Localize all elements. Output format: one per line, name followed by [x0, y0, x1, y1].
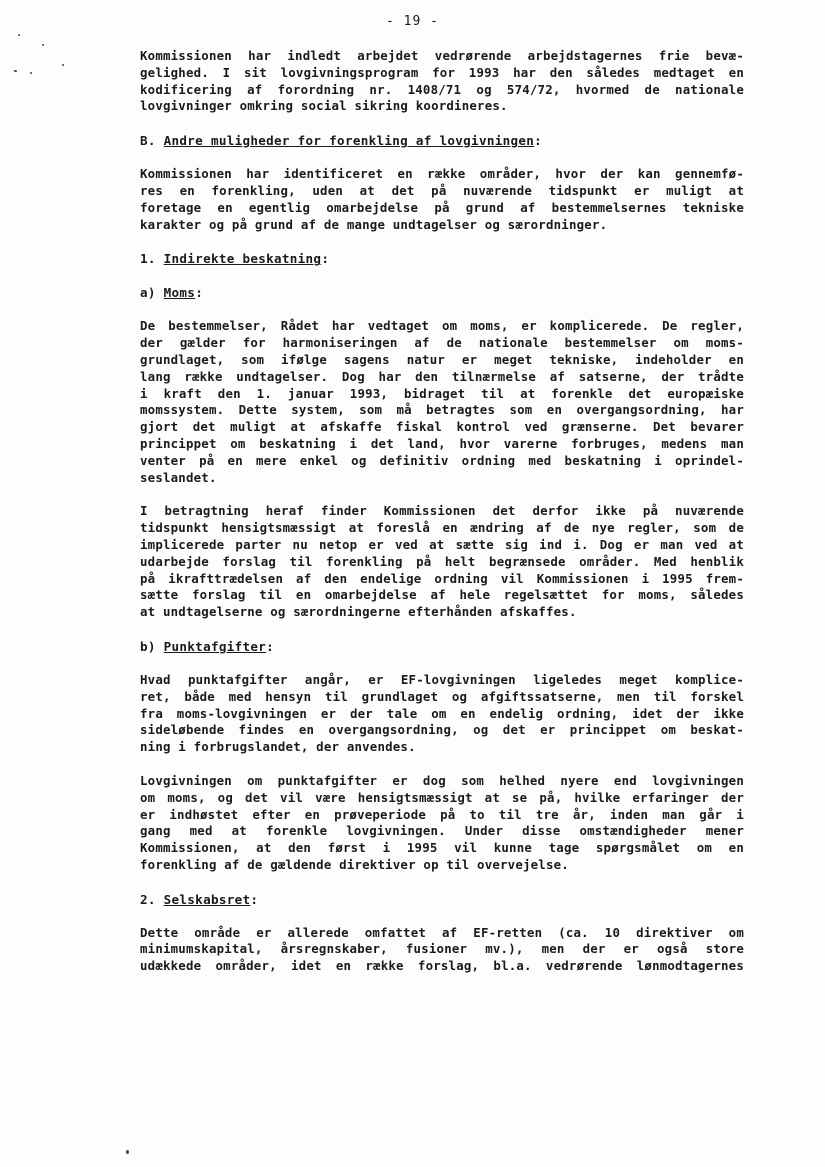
- text-line: Lovgivningen om punktafgifter er dog som helhed nyere end lovgivningen: [140, 772, 744, 788]
- heading-colon: :: [250, 891, 259, 907]
- heading-number: 1.: [140, 251, 164, 267]
- section-heading: [140, 638, 744, 655]
- text-line: udarbejde forslag til forenkling på helt begrænsede områder. Med henblik: [140, 553, 744, 569]
- scan-speck: [62, 64, 64, 66]
- paragraph: [140, 48, 744, 115]
- scan-speck: [18, 34, 20, 36]
- text-line: lang række undtagelser. Dog har den tilnærmelse af satserne, der trådte: [140, 368, 744, 384]
- scan-speck: [30, 72, 32, 74]
- text-line: om moms, og det vil være hensigtsmæssigt at se på, hvilke erfaringer der: [140, 789, 744, 805]
- text-line: Kommissionen har indledt arbejdet vedrørende arbejdstagernes frie bevæ-: [140, 48, 744, 63]
- text-line: gelighed. I sit lovgivningsprogram for 1993 har den således medtaget en: [140, 64, 744, 80]
- heading-text: Punktafgifter: [163, 638, 267, 654]
- text-line: grundlaget, som ifølge sagens natur er meget tekniske, indeholder en: [140, 351, 744, 367]
- text-line: i kraft den 1. januar 1993, bidraget til at forenkle det europæiske: [140, 385, 744, 401]
- paragraph: [140, 925, 744, 975]
- text-line: minimumskapital, årsregnskaber, fusioner mv.), men der er også store: [140, 941, 744, 957]
- text-line: karakter og på grund af de mange undtagelser og særordninger.: [140, 216, 608, 232]
- text-line: res en forenkling, uden at det på nuværende tidspunkt er muligt at: [140, 182, 744, 198]
- text-line: udækkede områder, idet en række forslag, bl.a. vedrørende lønmodtagernes: [140, 958, 744, 974]
- heading-text: Selskabsret: [163, 891, 251, 907]
- heading-text: Indirekte beskatning: [163, 251, 322, 267]
- scan-speck: [42, 44, 44, 46]
- heading-text: Moms: [163, 285, 196, 301]
- heading-number: b): [140, 638, 164, 654]
- text-line: gjort det muligt at afskaffe fiskal kontrol ved grænserne. Det bevarer: [140, 419, 744, 435]
- text-line: De bestemmelser, Rådet har vedtaget om moms, er komplicerede. De regler,: [140, 318, 744, 334]
- section-heading: [140, 891, 744, 908]
- heading-colon: :: [534, 133, 543, 149]
- scan-speck: [14, 70, 17, 72]
- scan-speck: [126, 1150, 129, 1154]
- heading-colon: :: [321, 251, 330, 267]
- page-number: - 19 -: [386, 14, 439, 29]
- paragraph: [140, 318, 744, 486]
- text-line: gang med at forenkle lovgivningen. Under disse omstændigheder mener: [140, 823, 744, 839]
- paragraph: [140, 166, 744, 233]
- text-line: momssystem. Dette system, som må betragtes som en overgangsordning, har: [140, 402, 744, 418]
- heading-colon: :: [195, 285, 204, 301]
- text-line: fra moms-lovgivningen er der tale om en endelig ordning, idet der ikke: [140, 705, 744, 721]
- section-heading: [140, 284, 744, 301]
- heading-text: Andre muligheder for forenkling af lovgivningen: [163, 133, 535, 149]
- text-line: Hvad punktafgifter angår, er EF-lovgivningen ligeledes meget komplice-: [140, 671, 744, 687]
- text-line: på ikrafttrædelsen af den endelige ordning vil Kommissionen i 1995 frem-: [140, 570, 744, 586]
- paragraph: [140, 503, 744, 621]
- text-line: foretage en egentlig omarbejdelse på grund af bestemmelsernes tekniske: [140, 199, 744, 215]
- text-line: I betragtning heraf finder Kommissionen det derfor ikke på nuværende: [140, 503, 744, 519]
- section-heading: [140, 250, 744, 267]
- text-line: sætte forslag til en omarbejdelse af hele regelsættet for moms, således: [140, 587, 744, 603]
- text-line: forenkling af de gældende direktiver op til overvejelse.: [140, 856, 569, 872]
- text-line: tidspunkt hensigtsmæssigt at foreslå en ændring af de nye regler, som de: [140, 520, 744, 536]
- text-line: venter på en mere enkel og definitiv ordning med beskatning i oprindel-: [140, 452, 744, 468]
- heading-number: 2.: [140, 891, 164, 907]
- heading-number: a): [140, 285, 164, 301]
- text-line: er indhøstet efter en prøveperiode på to til tre år, inden man går i: [140, 806, 744, 822]
- text-line: ret, både med hensyn til grundlaget og afgiftssatserne, men til forskel: [140, 688, 744, 704]
- text-line: sideløbende findes en overgangsordning, og det er princippet om beskat-: [140, 722, 744, 738]
- text-line: kodificering af forordning nr. 1408/71 og 574/72, hvormed de nationale: [140, 81, 744, 97]
- text-line: princippet om beskatning i det land, hvor varerne forbruges, medens man: [140, 435, 744, 451]
- heading-colon: :: [266, 638, 275, 654]
- text-line: Kommissionen har identificeret en række områder, hvor der kan gennemfø-: [140, 166, 744, 182]
- text-line: Dette område er allerede omfattet af EF-retten (ca. 10 direktiver om: [140, 924, 744, 940]
- text-line: Kommissionen, at den først i 1995 vil kunne tage spørgsmålet om en: [140, 840, 744, 856]
- text-line: ning i forbrugslandet, der anvendes.: [140, 739, 416, 755]
- section-heading: [140, 132, 744, 149]
- text-line: lovgivninger omkring social sikring koordineres.: [140, 98, 508, 114]
- paragraph: [140, 773, 744, 874]
- text-line: seslandet.: [140, 469, 217, 485]
- text-line: at undtagelserne og særordningerne efterhånden afskaffes.: [140, 604, 577, 620]
- text-line: implicerede parter nu netop er ved at sætte sig ind i. Dog er man ved at: [140, 536, 744, 552]
- text-line: der gælder for harmoniseringen af de nationale bestemmelser om moms-: [140, 335, 744, 351]
- heading-number: B.: [140, 133, 164, 149]
- paragraph: [140, 672, 744, 756]
- document-body: [140, 48, 744, 992]
